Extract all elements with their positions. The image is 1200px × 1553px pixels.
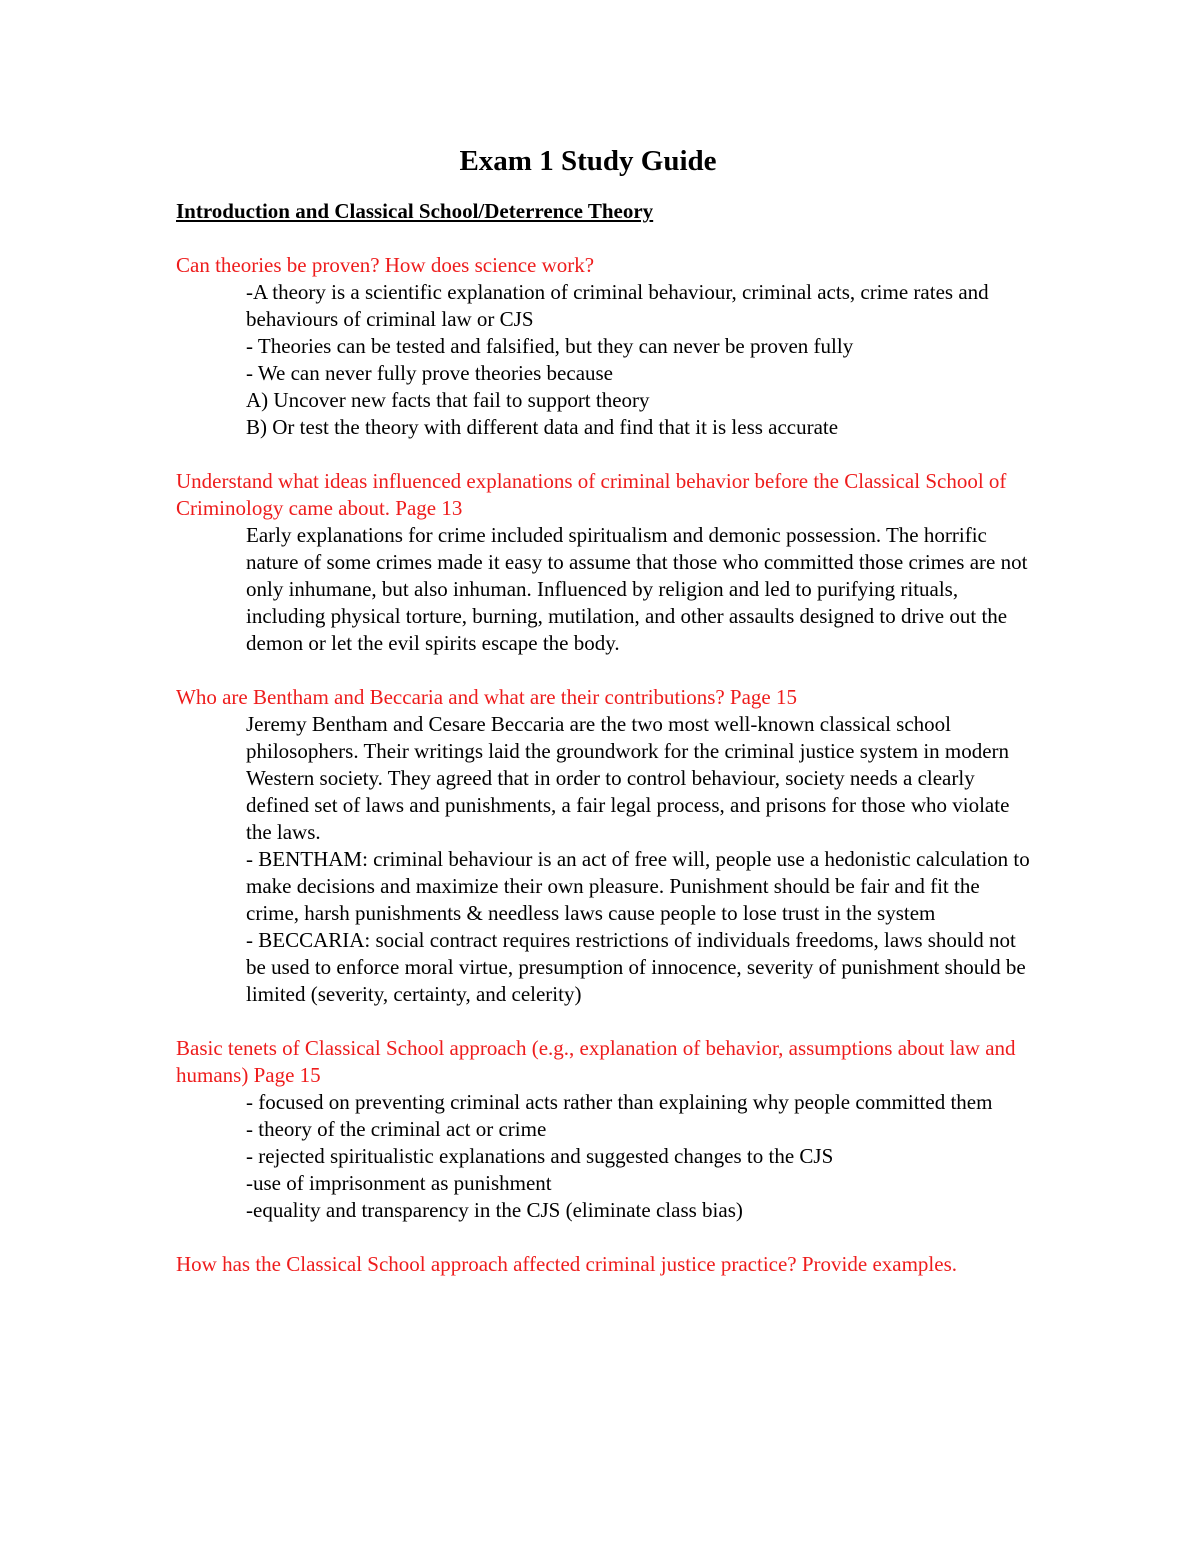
- answer-paragraph: - BECCARIA: social contract requires restrictions of individuals freedoms, laws should not be used to enforce moral virtue, presumption of innocence, severity of punishment should be limited (severity, certainty, and celerity): [246, 928, 1026, 1006]
- question-3: Who are Bentham and Beccaria and what are their contributions? Page 15: [176, 685, 798, 709]
- section-heading: Introduction and Classical School/Deterrence Theory: [176, 199, 654, 223]
- question-4: Basic tenets of Classical School approach (e.g., explanation of behavior, assumptions about law and humans) Page 15: [176, 1036, 1016, 1087]
- answer-line: - rejected spiritualistic explanations and suggested changes to the CJS: [246, 1144, 834, 1168]
- answer-paragraph: - BENTHAM: criminal behaviour is an act of free will, people use a hedonistic calculation to make decisions and maximize their own pleasure. Punishment should be fair and fit the crime, harsh punishments & needless laws cause people to lose trust in the system: [246, 847, 1030, 925]
- qa-block-5: [176, 1251, 1036, 1278]
- qa-block-1: [176, 252, 1036, 441]
- document-page: [176, 140, 1036, 1305]
- answer-line: - Theories can be tested and falsified, but they can never be proven fully: [246, 334, 854, 358]
- qa-block-2: [176, 468, 1036, 657]
- answer-line: -equality and transparency in the CJS (eliminate class bias): [246, 1198, 743, 1222]
- qa-block-3: [176, 684, 1036, 1008]
- question-2: Understand what ideas influenced explanations of criminal behavior before the Classical School of Criminology came about. Page 13: [176, 469, 1007, 520]
- answer-line: -A theory is a scientific explanation of criminal behaviour, criminal acts, crime rates and behaviours of criminal law or CJS: [246, 280, 989, 331]
- answer-paragraph: Jeremy Bentham and Cesare Beccaria are the two most well-known classical school philosophers. Their writings laid the groundwork for the criminal justice system in modern Western society. They agreed that in order to control behaviour, society needs a clearly defined set of laws and punishments, a fair legal process, and prisons for those who violate the laws.: [246, 712, 1010, 844]
- answer-line: A) Uncover new facts that fail to support theory: [246, 388, 650, 412]
- answer-line: - focused on preventing criminal acts rather than explaining why people committed them: [246, 1090, 993, 1114]
- qa-block-4: [176, 1035, 1036, 1224]
- question-1: Can theories be proven? How does science work?: [176, 253, 595, 277]
- question-5: How has the Classical School approach affected criminal justice practice? Provide examples.: [176, 1252, 957, 1276]
- answer-line: - theory of the criminal act or crime: [246, 1117, 547, 1141]
- answer-1: [246, 279, 1036, 441]
- answer-3: [246, 711, 1036, 1008]
- answer-paragraph: Early explanations for crime included spiritualism and demonic possession. The horrific nature of some crimes made it easy to assume that those who committed those crimes are not only inhumane, but also inhuman. Influenced by religion and led to purifying rituals, including physical torture, burning, mutilation, and other assaults designed to drive out the demon or let the evil spirits escape the body.: [246, 523, 1028, 655]
- answer-4: [246, 1089, 1036, 1224]
- document-title: Exam 1 Study Guide: [459, 145, 717, 177]
- answer-2: [246, 522, 1036, 657]
- answer-line: - We can never fully prove theories because: [246, 361, 614, 385]
- answer-line: B) Or test the theory with different data and find that it is less accurate: [246, 415, 839, 439]
- answer-line: -use of imprisonment as punishment: [246, 1171, 552, 1195]
